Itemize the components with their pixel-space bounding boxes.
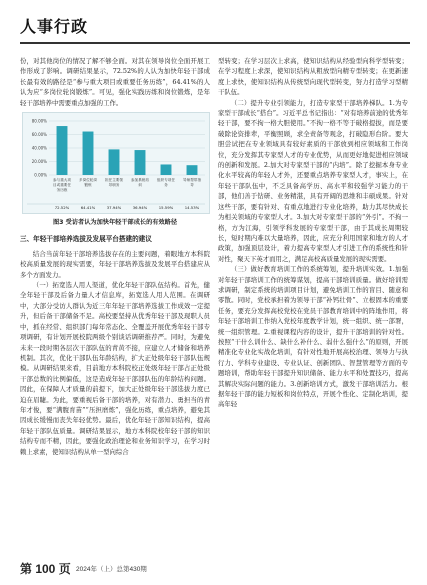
data-label: 72.52% bbox=[54, 205, 70, 211]
body-paragraph: 结合当前年轻干部培养选拔存在的主要问题，着眼地方本科院校高质量发展的现实需要，年轻干部培养选拔及发展平台搭建应从多个方面发力。 bbox=[20, 249, 210, 279]
x-tick-label: 锻炼 bbox=[84, 183, 92, 188]
data-label: 36.94% bbox=[132, 205, 148, 211]
chart-svg bbox=[23, 113, 209, 213]
body-paragraph: 型转变；在学习层次上求高，使知识结构从经验型向科学型转变；在学习程度上求深，使知识结构从粗放型向精专型转变；在更新速度上求快，使知识结构从传统型向现代型转变，努力打造学习型精干队伍。 bbox=[218, 57, 408, 97]
x-tick-label: 导师帮带指 bbox=[183, 178, 201, 183]
x-tick-label: 目或重要任 bbox=[53, 183, 71, 188]
bar-chart bbox=[22, 112, 210, 214]
x-tick-label: 务 bbox=[164, 183, 168, 188]
x-tick-label: 导职务 bbox=[108, 183, 120, 188]
page-footer bbox=[20, 560, 410, 580]
bar bbox=[109, 149, 120, 175]
y-tick-label: 80.00% bbox=[31, 118, 47, 124]
y-tick-label: 40.00% bbox=[31, 145, 47, 151]
right-column bbox=[218, 56, 408, 410]
x-tick-label: 参与重大项 bbox=[53, 178, 71, 183]
bar bbox=[57, 126, 68, 175]
left-column bbox=[20, 56, 210, 457]
bar bbox=[83, 132, 94, 175]
page-header bbox=[20, 12, 410, 48]
x-tick-label: 担任主要领 bbox=[105, 178, 123, 183]
header-rule bbox=[20, 42, 410, 44]
section-heading: 三、年轻干部培养选拔及发展平台搭建的建议 bbox=[20, 235, 152, 244]
page-number: 第 100 页 bbox=[20, 562, 71, 576]
x-tick-label: 参加系统培 bbox=[131, 178, 149, 183]
y-tick-label: 60.00% bbox=[31, 132, 47, 138]
x-tick-label: 多岗位轮岗 bbox=[79, 178, 97, 183]
data-label: 64.41% bbox=[80, 205, 96, 211]
y-tick-label: 20.00% bbox=[31, 159, 47, 165]
data-label: 14.53% bbox=[184, 205, 200, 211]
x-tick-label: 导 bbox=[190, 183, 194, 188]
body-paragraph: （一）拓宽选人用人渠道，优化年轻干部队伍结构。首先，健全年轻干部及后备力量人才信息库，拓宽选人用人范围。在调研中，大部分受访人群认为近三年年轻干部培养选拔工作成效一定提升，但后备干部储备不足。高校要坚持从优秀年轻干部及现职人员中，抓在经常、组织部门每年常态化、全覆盖开展优秀年轻干部专项调研，有计划开展校院两级个别谈话调研推荐严。同时，为避免未来一段时期各层次干部队伍的青黄不接，应建立人才储备和培养机制。其次，优化干部队伍年龄结构，扩大正处级年轻干部队伍规模。从调研结果来看，目前地方本科院校正处级年轻干部占正处级干部总数的比例偏低，这是造成年轻干部部队伍的年龄结构问题。因此，在保障人才质量的前提下，加大正处级年轻干部选拔力度已迫在眉睫。为此，要重视后备干部的培养，对有潜力、勇担当的青年才俊，要“满腹育苗”“压担磨炼”，强化历练，重点培养，避免其因成长缓慢而丧失年轻优势。最后，优化年轻干部知识结构，提高年轻干部队伍质量。调研结果显示，地方本科院校年轻干部的知识结构专而不精，因此，要强化政治理论和业务知识学习，在学习时赖上求素，使知识结构从单一型向综合 bbox=[20, 281, 210, 456]
data-label: 15.59% bbox=[158, 205, 174, 211]
chart-caption: 图3 受访者认为加快年轻干部成长的有效路径 bbox=[52, 219, 178, 227]
bar bbox=[135, 150, 146, 175]
section-title: 人事行政 bbox=[20, 17, 89, 36]
x-tick-label: 组织专项任 bbox=[157, 178, 175, 183]
body-paragraph: （二）提升专业引领能力，打造专家型干部培养梯队。1.为专家型干部成长“搭台”。习近平总书记指出：“对有培养前途的优秀年轻干部，要不拘一格大胆使用。”不拘一格不等于破格提拔，而是要破除论资排辈，平衡照顾，求全责备等观念，打破隐形台阶。要大胆尝试把在专业领域具有较好素质的干部放到相应领域和工作岗位，充分发挥其专家型人才的专业优势，从而更好地促进相应领域的创新和发展。2.加大对专家型干部的“内培”。除了挖掘本身专业化水平较高的年轻人才外，还要重点培养专家型人才，事实上，在年轻干部队伍中，不乏具备高学历、高水平和较强学习能力的干部，他们善于钻研、业务精湛，具有开阔的思维和丰硕成果。针对这些干部，要有针对、有重点地进行专业化培养，助力其尽快成长为相关领域的专家型人才。3.加大对专家型干部的“外引”。不拘一格，方为江海，引领学科发展的专家型干部，由于其成长周期较长，短时期内难以大量培养，因此，应充分利用国家和地方的人才政策，加强顶层设计，着力提高专家型人才引进工作的系统性和针对性，聚天下英才而用之，满足高校高质量发展的现实需要。 bbox=[218, 98, 408, 263]
y-tick-label: 0.00% bbox=[34, 172, 47, 178]
data-label: 37.94% bbox=[106, 205, 122, 211]
bar bbox=[187, 165, 198, 175]
body-paragraph: 份，对其他岗位的情况了解不够全面。对其在领导岗位全面开展工作形成了影响。调研结果显示，72.52%的人认为加快年轻干部成长最有效的路径是“参与重大项目或重要任务历练”，64.41%的人认为应“多岗位轮岗锻炼”。可见，强化实践历练和岗位锻炼，是年轻干部培养中需要重点加强的工作。 bbox=[20, 57, 210, 107]
issue-info: 2024年（上）总第430期 bbox=[76, 566, 147, 573]
x-tick-label: 务历练 bbox=[56, 188, 68, 193]
x-tick-label: 训 bbox=[138, 183, 142, 188]
body-paragraph: （三）做好教育培训工作的系统筹划，提升培训实效。1.加强对年轻干部培训工作的统筹谋划，提高干部培训质量。做好培训需求调研，制定系统的培训项目计划，避免培训工作的盲目、随意和零散。同时，党校承担着为领导干部“补钙壮骨”、立根固本的重要任务，要充分发挥高校党校在党员干部教育培训中的阵地作用，将年轻干部培训工作纳入党校年度教学计划，统一组织、统一部署，统一组织管理。2.重视课程内容的设计，提升干部培训的针对性。按照“干什么训什么、缺什么补什么、弱什么强什么”的原则，开展精准化专业化实战化培训，有针对性地开展高校治理、领导力与执行力、学科专业建设、专业认证、创新团队、智慧管理等方面的专题培训，帮助年轻干部提升知识储备、能力水平和处置技巧，提高其解决实际问题的能力。3.创新培训方式，激发干部培训活力。根据年轻干部的能力短板和岗位特点，开展个性化、定制化培训，提高年轻 bbox=[218, 265, 408, 409]
bar bbox=[161, 165, 172, 176]
